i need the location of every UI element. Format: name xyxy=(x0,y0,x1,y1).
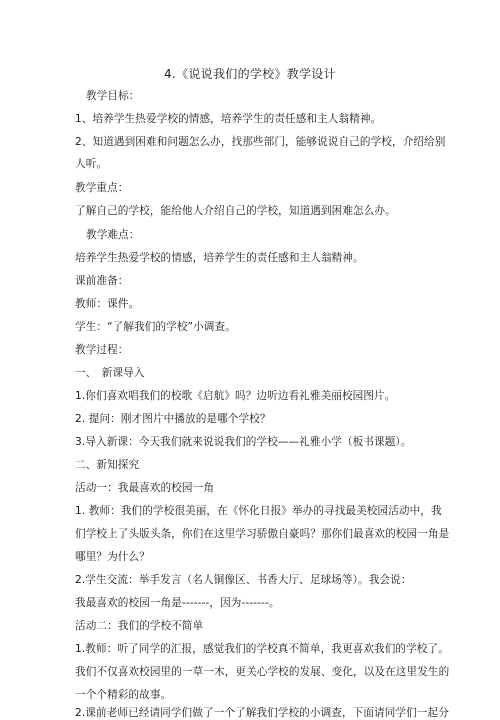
activity-2-heading: 活动二：我们的学校不简单 xyxy=(75,620,204,632)
heading-teaching-goals: 教学目标： xyxy=(86,90,140,102)
preparation-teacher: 教师：课件。 xyxy=(75,298,140,310)
activity-1-step-1: 1. 教师：我们的学校很美丽，在《怀化日报》举办的寻找最美校园活动中，我 xyxy=(75,505,442,517)
activity-2-step-1-cont: 我们不仅喜欢校园里的一草一木，更关心学校的发展、变化，以及在这里发生的 xyxy=(75,666,450,678)
activity-1-step-2: 2.学生交流：举手发言（名人铜像区、书香大厅、足球场等）。我会说： xyxy=(75,574,412,586)
goal-item-2-continued: 人听。 xyxy=(75,158,108,170)
goal-item-2: 2、知道遇到困难和问题怎么办，找那些部门，能够说说自己的学校，介绍给别 xyxy=(75,136,446,148)
preparation-student: 学生：“了解我们的学校”小调查。 xyxy=(75,321,236,333)
activity-1-heading: 活动一：我最喜欢的校园一角 xyxy=(75,482,215,494)
document-title: 4.《说说我们的学校》教学设计 xyxy=(164,67,336,81)
heading-teaching-process: 教学过程： xyxy=(75,344,129,356)
activity-2-step-2: 2.课前老师已经请同学们做了一个了解我们学校的小调查，下面请同学们一起分 xyxy=(75,707,449,719)
activity-1-sentence-frame: 我最喜欢的校园一角是-------，因为-------。 xyxy=(75,597,280,609)
key-points-text: 了解自己的学校，能给他人介绍自己的学校，知道遇到困难怎么办。 xyxy=(75,205,396,217)
heading-key-points: 教学重点： xyxy=(75,182,129,194)
section-intro-heading: 一、 新课导入 xyxy=(75,367,145,379)
goal-item-1: 1、培养学生热爱学校的情感，培养学生的责任感和主人翁精神。 xyxy=(75,113,382,125)
heading-difficulties: 教学难点： xyxy=(86,229,140,241)
section-explore-heading: 二、新知探究 xyxy=(75,459,140,471)
difficulties-text: 培养学生热爱学校的情感，培养学生的责任感和主人翁精神。 xyxy=(75,252,364,264)
activity-2-step-1-cont-2: 一个个精彩的故事。 xyxy=(75,689,172,701)
intro-step-1: 1.你们喜欢唱我们的校歌《启航》吗？边听边看礼雅美丽校园图片。 xyxy=(75,390,396,402)
heading-preparation: 课前准备： xyxy=(75,275,129,287)
activity-1-step-1-cont: 们学校上了头版头条，你们在这里学习骄傲自豪吗？那你们最喜欢的校园一角是 xyxy=(75,528,450,540)
intro-step-2: 2. 提问：刚才图片中播放的是哪个学校？ xyxy=(75,413,271,425)
activity-2-step-1: 1.教师：听了同学的汇报，感觉我们的学校真不简单，我更喜欢我们的学校了。 xyxy=(75,643,449,655)
intro-step-3: 3.导入新课：今天我们就来说说我们的学校——礼雅小学（板书课题）。 xyxy=(75,436,412,448)
activity-1-step-1-cont-2: 哪里？为什么？ xyxy=(75,551,150,563)
